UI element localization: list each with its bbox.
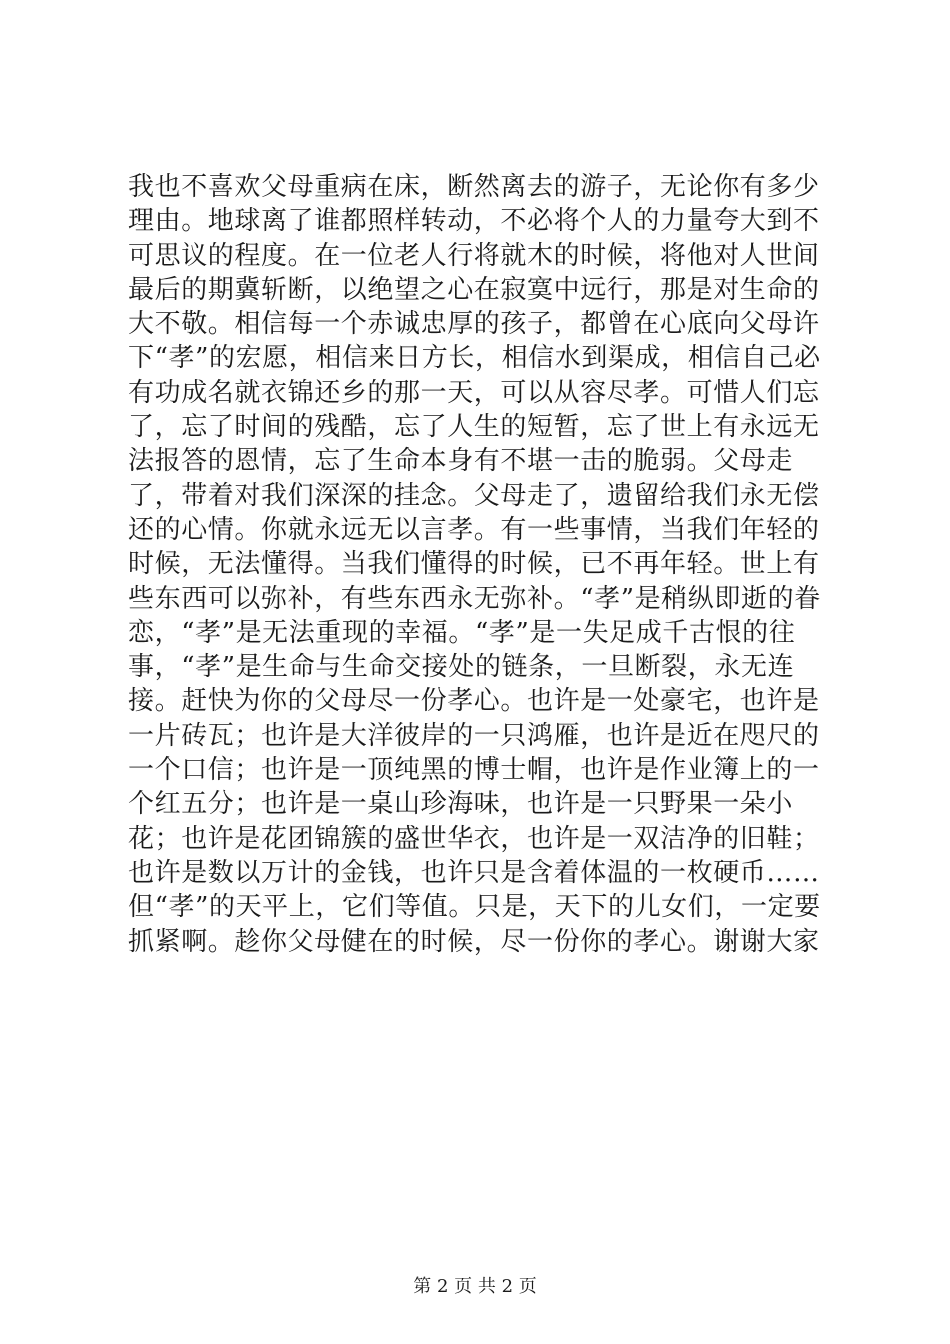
body-paragraph: 我也不喜欢父母重病在床，断然离去的游子，无论你有多少理由。地球离了谁都照样转动，不必将个人的力量夸大到不可思议的程度。在一位老人行将就木的时候，将他对人世间最后的期冀斩断，以绝望之心在寂寞中远行，那是对生命的大不敬。相信每一个赤诚忠厚的孩子，都曾在心底向父母许下“孝”的宏愿，相信来日方长，相信水到渠成，相信自己必有功成名就衣锦还乡的那一天，可以从容尽孝。可惜人们忘了，忘了时间的残酷，忘了人生的短暂，忘了世上有永远无法报答的恩情，忘了生命本身有不堪一击的脆弱。父母走了，带着对我们深深的挂念。父母走了，遗留给我们永无偿还的心情。你就永远无以言孝。有一些事情，当我们年轻的时候，无法懂得。当我们懂得的时候，已不再年轻。世上有些东西可以弥补，有些东西永无弥补。“孝”是稍纵即逝的眷恋，“孝”是无法重现的幸福。“孝”是一失足成千古恨的往事，“孝”是生命与生命交接处的链条，一旦断裂，永无连接。赶快为你的父母尽一份孝心。也许是一处豪宅，也许是一片砖瓦；也许是大洋彼岸的一只鸿雁，也许是近在咫尺的一个口信；也许是一顶纯黑的博士帽，也许是作业簿上的一个红五分；也许是一桌山珍海味，也许是一只野果一朵小花；也许是花团锦簇的盛世华衣，也许是一双洁净的旧鞋；也许是数以万计的金钱，也许只是含着体温的一枚硬币……但“孝”的天平上，它们等值。只是，天下的儿女们，一定要抓紧啊。趁你父母健在的时候，尽一份你的孝心。谢谢大家 — [128, 172, 821, 957]
page-footer: 第 2 页 共 2 页 — [413, 1276, 537, 1297]
